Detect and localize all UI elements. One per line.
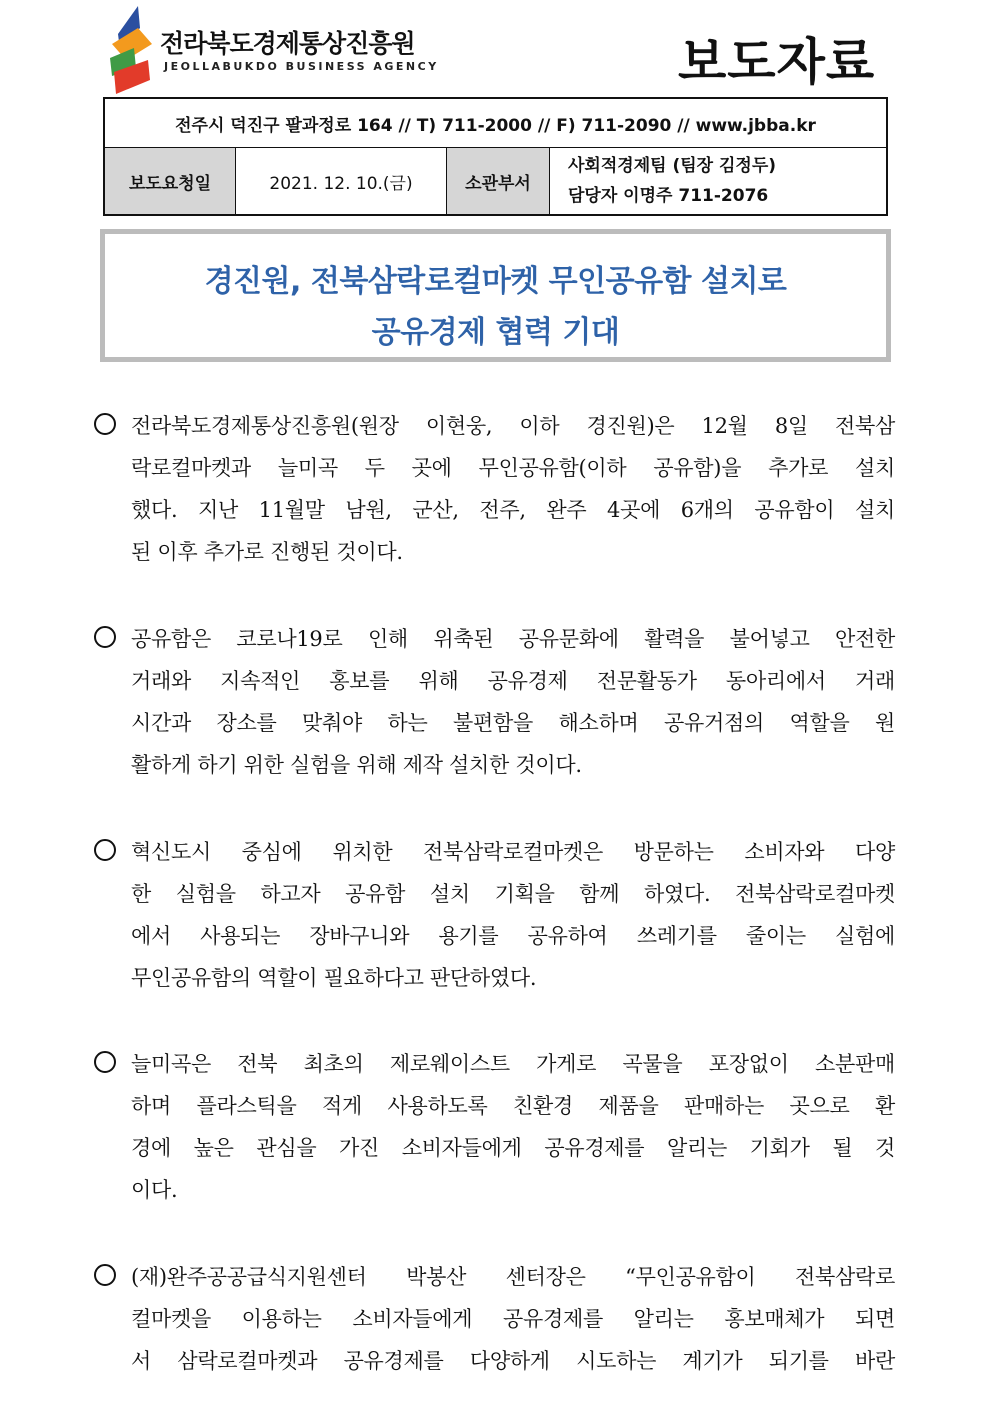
headline-line-1: 경진원, 전북삼락로컬마켓 무인공유함 설치로 [204,264,787,299]
department-contact: 담당자 이명주 711-2076 [568,186,769,206]
paragraph-line: 시간과 장소를 맞춰야 하는 불편함을 해소하며 공유거점의 역할을 원 [131,711,895,735]
paragraph-line: 에서 사용되는 장바구니와 용기를 공유하여 쓰레기를 줄이는 실험에 [131,924,895,948]
paragraph-line: 했다. 지난 11월말 남원, 군산, 전주, 완주 4곳에 6개의 공유함이 설치 [131,498,895,522]
headline-line-2: 공유경제 협력 기대 [371,315,620,350]
paragraph-line: 한 실험을 하고자 공유함 설치 기획을 함께 하였다. 전북삼락로컬마켓 [131,882,895,906]
department-label: 소관부서 [447,148,550,214]
request-date-label: 보도요청일 [105,148,236,214]
jbba-logo-icon [108,4,160,96]
org-logo [108,4,439,96]
org-name-english: JEOLLABUKDO BUSINESS AGENCY [164,60,439,73]
contact-info: 전주시 덕진구 팔과정로 164 // T) 711-2000 // F) 711-2090 // www.jbba.kr [105,99,886,148]
press-info-table [103,97,888,216]
paragraph-line: 이다. [131,1178,178,1202]
paragraph-line: 공유함은 코로나19로 인해 위축된 공유문화에 활력을 불어넣고 안전한 [131,627,895,651]
circle-bullet-icon [94,626,116,648]
paragraph-line: 하며 플라스틱을 적게 사용하도록 친환경 제품을 판매하는 곳으로 환 [131,1094,895,1118]
paragraph-line: (재)완주공공급식지원센터 박봉산 센터장은 “무인공유함이 전북삼락로 [131,1265,895,1289]
paragraph-line: 경에 높은 관심을 가진 소비자들에게 공유경제를 알리는 기회가 될 것 [131,1136,895,1160]
document-type-title: 보도자료 [678,33,876,91]
paragraph-line: 서 삼락로컬마켓과 공유경제를 다양하게 시도하는 계기가 되기를 바란 [131,1349,895,1373]
request-date-value: 2021. 12. 10.(금) [236,148,447,214]
paragraph-line: 전라북도경제통상진흥원(원장 이현웅, 이하 경진원)은 12월 8일 전북삼 [131,414,895,438]
circle-bullet-icon [94,413,116,435]
headline-box [100,229,891,362]
department-value [550,148,886,214]
circle-bullet-icon [94,839,116,861]
paragraph-line: 늘미곡은 전북 최초의 제로웨이스트 가게로 곡물을 포장없이 소분판매 [131,1052,895,1076]
paragraph-line: 활하게 하기 위한 실험을 위해 제작 설치한 것이다. [131,753,582,777]
paragraph-line: 락로컬마켓과 늘미곡 두 곳에 무인공유함(이하 공유함)을 추가로 설치 [131,456,895,480]
paragraph-line: 혁신도시 중심에 위치한 전북삼락로컬마켓은 방문하는 소비자와 다양 [131,840,895,864]
paragraph-line: 거래와 지속적인 홍보를 위해 공유경제 전문활동가 동아리에서 거래 [131,669,895,693]
org-name-korean: 전라북도경제통상진흥원 [160,29,415,58]
paragraph-line: 컬마켓을 이용하는 소비자들에게 공유경제를 알리는 홍보매체가 되면 [131,1307,895,1331]
department-team: 사회적경제팀 (팀장 김정두) [568,156,777,176]
paragraph-line: 된 이후 추가로 진행된 것이다. [131,540,403,564]
paragraph-line: 무인공유함의 역할이 필요하다고 판단하였다. [131,966,537,990]
circle-bullet-icon [94,1051,116,1073]
circle-bullet-icon [94,1264,116,1286]
